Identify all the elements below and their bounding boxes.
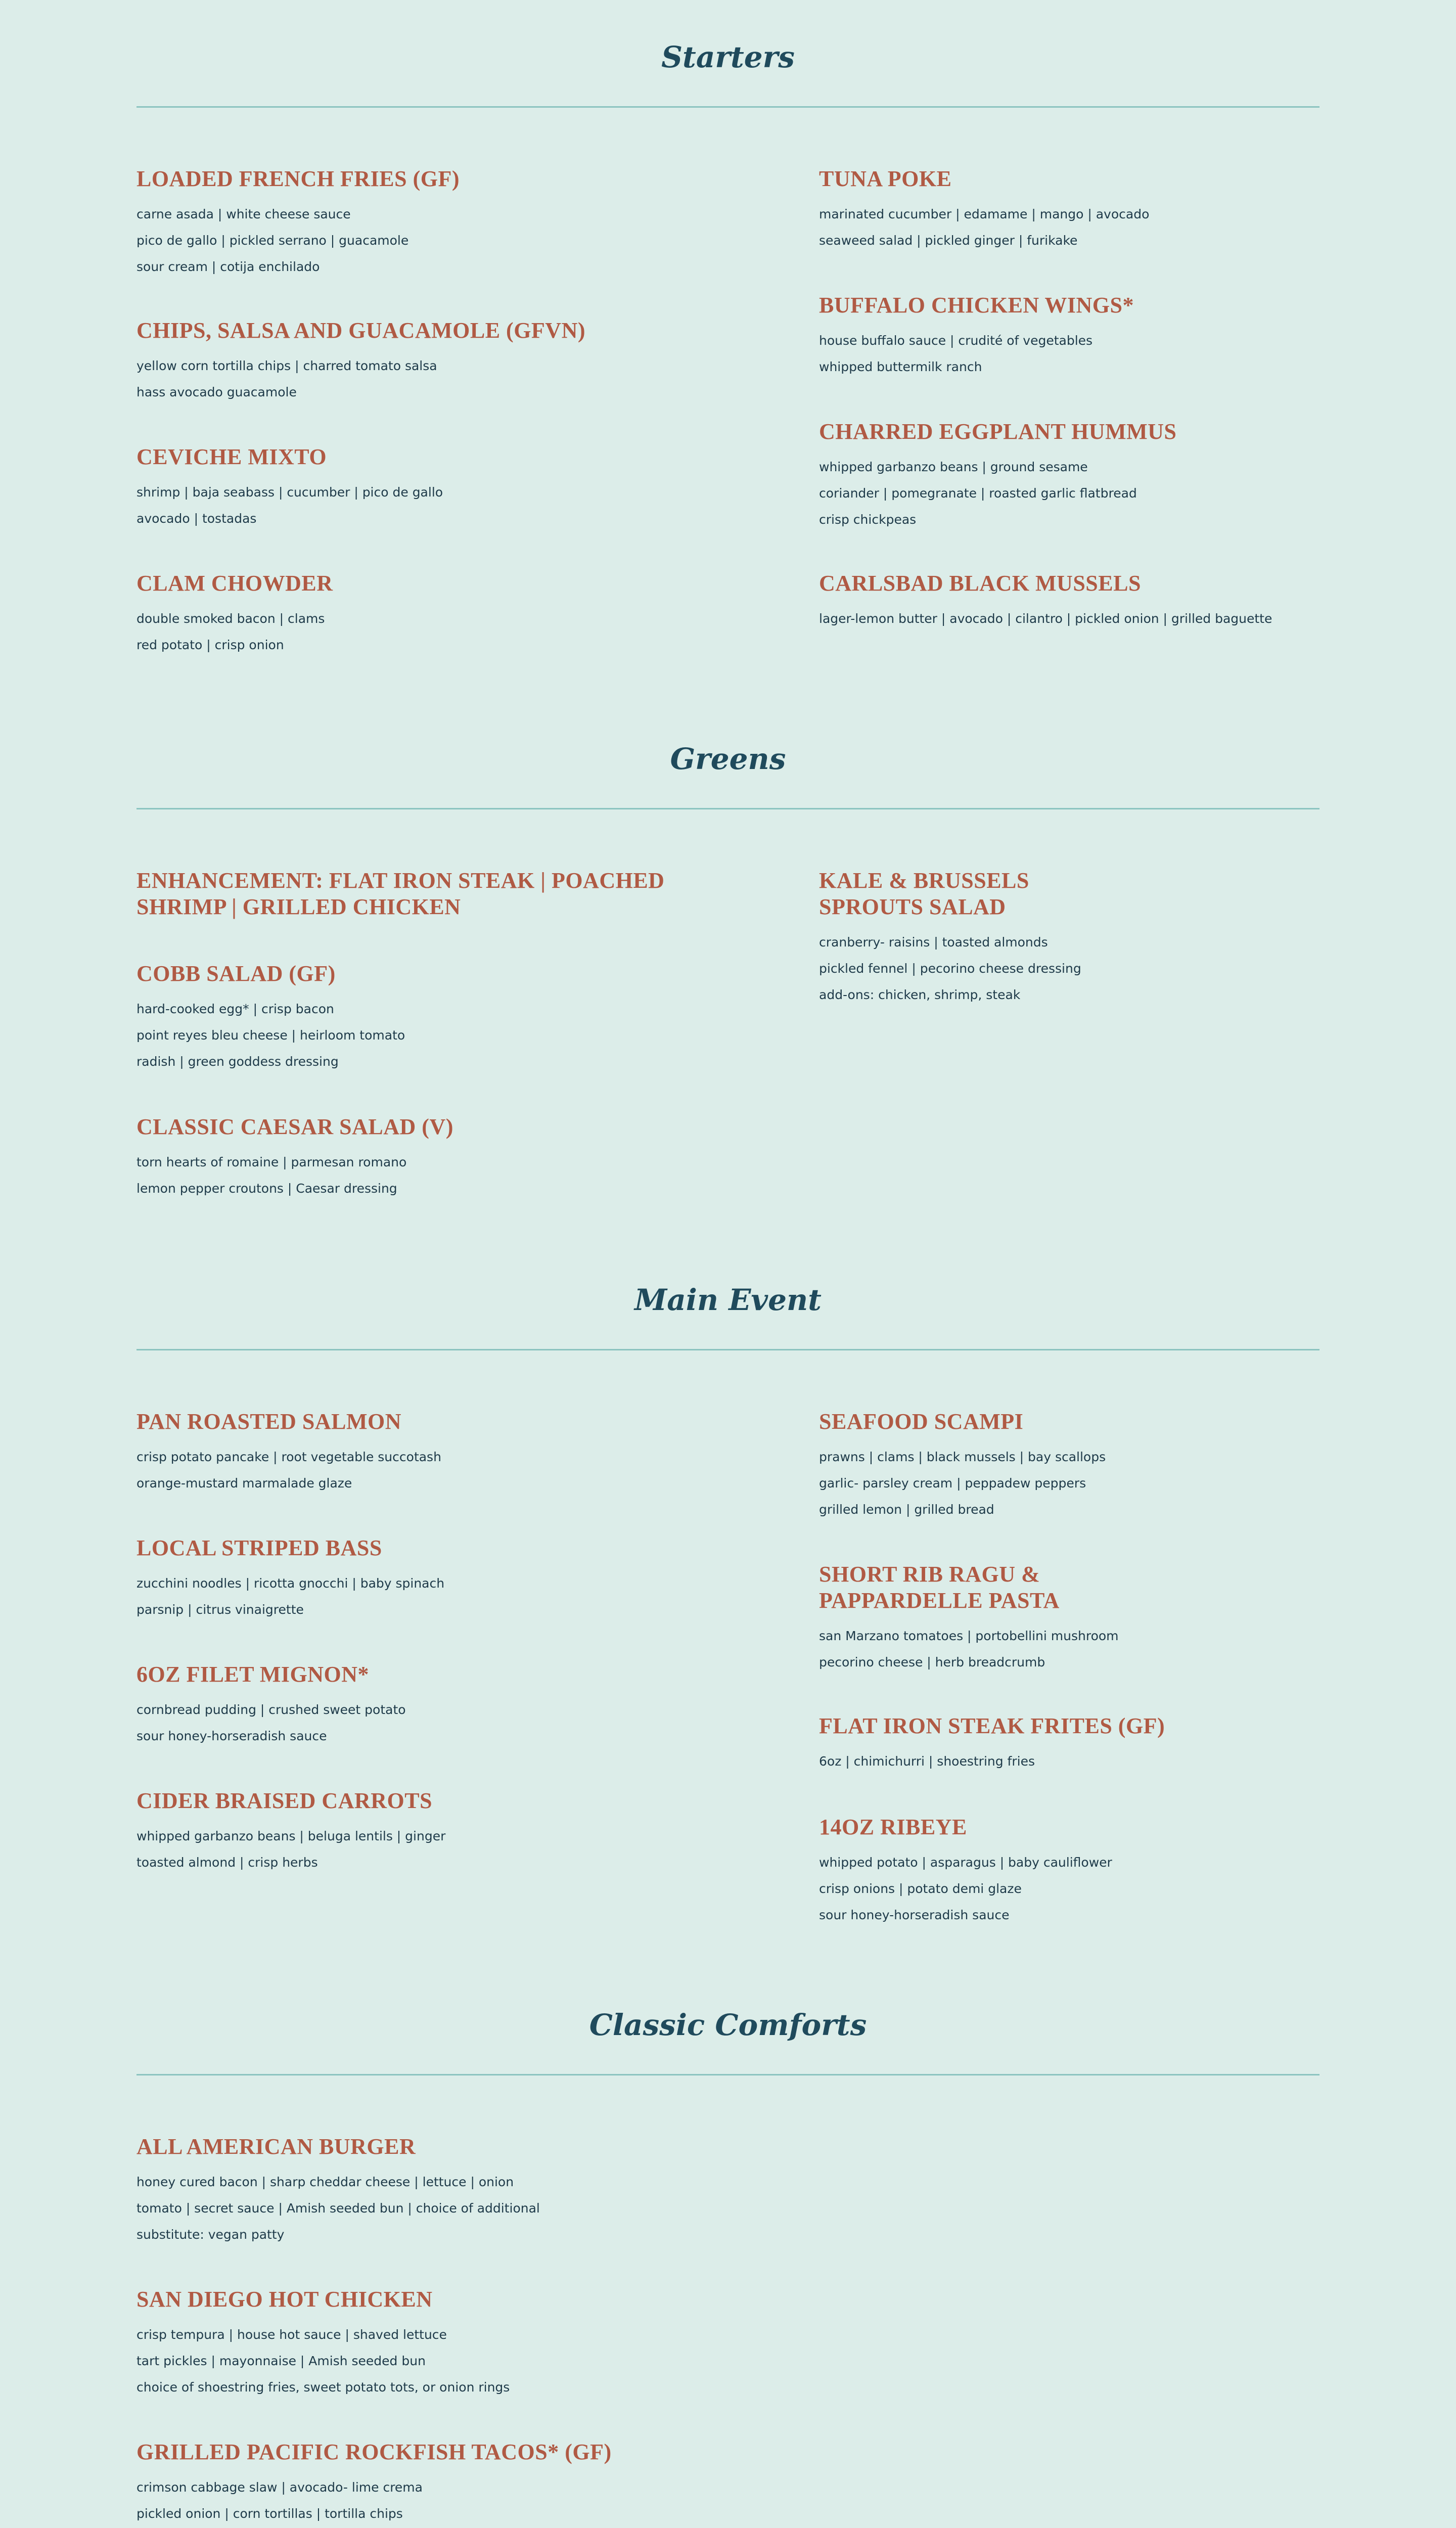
item-name: PAN ROASTED SALMON [136, 1409, 402, 1434]
item-name-line: KALE & BRUSSELS [819, 868, 1029, 893]
item-description: crisp chickpeas [819, 512, 917, 527]
menu-item [136, 1788, 718, 1876]
item-description: coriander | pomegranate | roasted garlic flatbread [819, 486, 1137, 501]
item-description: honey cured bacon | sharp cheddar cheese | lettuce | onion [136, 2175, 514, 2189]
item-description: cranberry- raisins | toasted almonds [819, 935, 1048, 950]
menu-item [136, 444, 718, 532]
item-description: lemon pepper croutons | Caesar dressing [136, 1181, 397, 1196]
menu-item [819, 1713, 1400, 1775]
menu-item [819, 1814, 1400, 1928]
item-description: red potato | crisp onion [136, 638, 284, 652]
item-description: sour honey-horseradish sauce [136, 1729, 327, 1743]
item-name-line: SPROUTS SALAD [819, 894, 1006, 919]
item-description: whipped potato | asparagus | baby cauliflower [819, 1855, 1112, 1870]
item-name-line: PAPPARDELLE PASTA [819, 1588, 1060, 1613]
item-name: CHARRED EGGPLANT HUMMUS [819, 419, 1177, 444]
item-description: crimson cabbage slaw | avocado- lime crema [136, 2480, 423, 2495]
item-name-line: SHRIMP | GRILLED CHICKEN [136, 894, 461, 919]
item-name: CLASSIC CAESAR SALAD (V) [136, 1114, 453, 1139]
item-name: CIDER BRAISED CARROTS [136, 1788, 433, 1813]
menu-item [819, 1409, 1400, 1523]
item-name: CEVICHE MIXTO [136, 444, 327, 469]
item-description: substitute: vegan patty [136, 2227, 285, 2242]
item-description: yellow corn tortilla chips | charred tomato salsa [136, 358, 437, 373]
item-description: hass avocado guacamole [136, 385, 297, 399]
item-name: SAN DIEGO HOT CHICKEN [136, 2287, 433, 2312]
menu-item [819, 570, 1400, 632]
item-name: TUNA POKE [819, 166, 952, 191]
menu-item [136, 2134, 718, 2248]
menu-item [819, 166, 1400, 254]
item-name: LOCAL STRIPED BASS [136, 1536, 382, 1560]
menu-item [136, 166, 718, 280]
item-description: whipped buttermilk ranch [819, 359, 982, 374]
menu-item [136, 2286, 718, 2401]
item-name-line: SHORT RIB RAGU & [819, 1562, 1040, 1587]
item-description: whipped garbanzo beans | beluga lentils | ginger [136, 1829, 446, 1843]
item-description: toasted almond | crisp herbs [136, 1855, 318, 1870]
divider [136, 106, 1320, 108]
item-description: carne asada | white cheese sauce [136, 207, 351, 221]
menu-item [136, 318, 718, 405]
item-name: CHIPS, SALSA AND GUACAMOLE (GFVN) [136, 318, 586, 343]
item-description: cornbread pudding | crushed sweet potato [136, 1702, 406, 1717]
item-name-line: ENHANCEMENT: FLAT IRON STEAK | POACHED [136, 868, 665, 893]
item-description: tomato | secret sauce | Amish seeded bun | choice of additional [136, 2201, 540, 2216]
menu-item [819, 292, 1400, 380]
menu-item [819, 1561, 1400, 1676]
item-description: double smoked bacon | clams [136, 611, 325, 626]
item-description: lager-lemon butter | avocado | cilantro | pickled onion | grilled baguette [819, 611, 1272, 626]
menu-item [136, 2439, 718, 2528]
item-description: hard-cooked egg* | crisp bacon [136, 1002, 334, 1016]
divider [136, 2074, 1320, 2075]
section-title: Main Event [634, 1283, 822, 1317]
item-description: avocado | tostadas [136, 511, 257, 526]
menu-item [136, 1114, 718, 1202]
divider [136, 808, 1320, 809]
item-description: marinated cucumber | edamame | mango | avocado [819, 207, 1150, 221]
item-name: FLAT IRON STEAK FRITES (GF) [819, 1713, 1165, 1738]
item-description: torn hearts of romaine | parmesan romano [136, 1155, 407, 1169]
item-description: shrimp | baja seabass | cucumber | pico de gallo [136, 485, 443, 500]
item-description: parsnip | citrus vinaigrette [136, 1602, 304, 1617]
menu-item [136, 1661, 718, 1749]
menu-item [136, 570, 718, 658]
item-description: pico de gallo | pickled serrano | guacamole [136, 233, 409, 248]
item-description: house buffalo sauce | crudité of vegetables [819, 333, 1093, 348]
item-description: sour honey-horseradish sauce [819, 1908, 1010, 1922]
item-description: zucchini noodles | ricotta gnocchi | baby spinach [136, 1576, 445, 1591]
item-description: crisp tempura | house hot sauce | shaved lettuce [136, 2327, 447, 2342]
menu-item [136, 961, 718, 1075]
item-description: tart pickles | mayonnaise | Amish seeded bun [136, 2354, 426, 2368]
menu-item [136, 1409, 718, 1497]
item-description: point reyes bleu cheese | heirloom tomato [136, 1028, 405, 1043]
section-title: Starters [661, 40, 795, 74]
section-title: Classic Comforts [589, 2008, 867, 2042]
item-description: grilled lemon | grilled bread [819, 1502, 994, 1517]
item-description: prawns | clams | black mussels | bay scallops [819, 1450, 1106, 1464]
menu-item [819, 868, 1400, 1008]
item-description: 6oz | chimichurri | shoestring fries [819, 1754, 1035, 1769]
menu-item [136, 1535, 718, 1623]
item-name: BUFFALO CHICKEN WINGS* [819, 293, 1134, 318]
item-name: 14OZ RIBEYE [819, 1815, 967, 1839]
item-name: CARLSBAD BLACK MUSSELS [819, 571, 1141, 596]
item-description: add-ons: chicken, shrimp, steak [819, 987, 1021, 1002]
item-name: CLAM CHOWDER [136, 571, 333, 596]
item-name: SEAFOOD SCAMPI [819, 1409, 1024, 1434]
item-name: COBB SALAD (GF) [136, 961, 336, 986]
item-name: LOADED FRENCH FRIES (GF) [136, 166, 460, 191]
item-description: radish | green goddess dressing [136, 1054, 339, 1069]
item-description: garlic- parsley cream | peppadew peppers [819, 1476, 1086, 1491]
item-name: 6OZ FILET MIGNON* [136, 1662, 369, 1687]
item-name [819, 1561, 1400, 1614]
item-description: san Marzano tomatoes | portobellini mushroom [819, 1629, 1119, 1643]
item-name [136, 868, 718, 920]
item-description: orange-mustard marmalade glaze [136, 1476, 352, 1491]
menu-item [136, 868, 718, 929]
item-description: pickled onion | corn tortillas | tortilla chips [136, 2506, 403, 2521]
item-description: pecorino cheese | herb breadcrumb [819, 1655, 1045, 1669]
divider [136, 1349, 1320, 1350]
item-description: pickled fennel | pecorino cheese dressing [819, 961, 1081, 976]
item-description: crisp onions | potato demi glaze [819, 1881, 1022, 1896]
item-description: choice of shoestring fries, sweet potato tots, or onion rings [136, 2380, 510, 2395]
item-description: whipped garbanzo beans | ground sesame [819, 460, 1088, 474]
item-name [819, 868, 1400, 920]
item-description: seaweed salad | pickled ginger | furikake [819, 233, 1078, 248]
item-description: crisp potato pancake | root vegetable succotash [136, 1450, 441, 1464]
item-description: sour cream | cotija enchilado [136, 259, 320, 274]
menu-item [819, 419, 1400, 533]
item-name: GRILLED PACIFIC ROCKFISH TACOS* (GF) [136, 2440, 612, 2464]
section-title: Greens [670, 742, 786, 776]
item-name: ALL AMERICAN BURGER [136, 2134, 416, 2159]
